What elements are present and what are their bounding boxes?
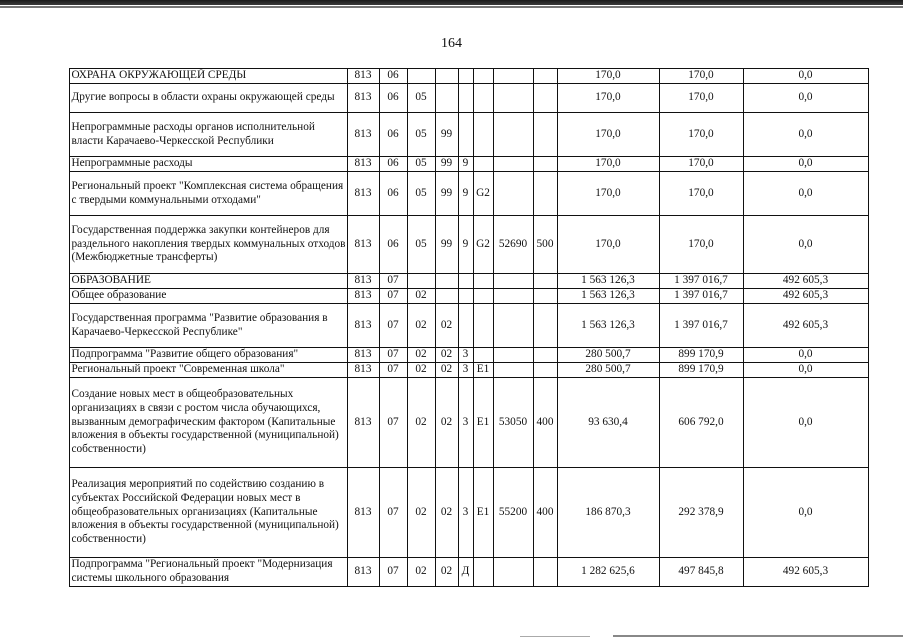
amount-year-2: 170,0	[659, 69, 743, 84]
amount-year-2: 899 170,9	[659, 348, 743, 363]
subprogram-code: Д	[458, 558, 473, 587]
expense-type-code	[533, 274, 557, 289]
section-code: 06	[379, 216, 407, 274]
row-blank-margin	[45, 468, 69, 558]
project-code	[473, 113, 493, 157]
amount-year-1: 280 500,7	[557, 363, 659, 378]
ministry-code: 813	[347, 378, 379, 468]
program-code: 02	[435, 304, 458, 348]
ministry-code: 813	[347, 274, 379, 289]
amount-year-2: 170,0	[659, 113, 743, 157]
amount-year-3: 0,0	[743, 216, 868, 274]
program-code	[435, 69, 458, 84]
subsection-code: 05	[407, 216, 435, 274]
direction-code: 55200	[493, 468, 533, 558]
table-row	[45, 289, 868, 304]
direction-code	[493, 558, 533, 587]
row-blank-margin	[45, 363, 69, 378]
subprogram-code: 3	[458, 363, 473, 378]
expense-type-code	[533, 558, 557, 587]
row-blank-margin	[45, 157, 69, 172]
expense-type-code	[533, 304, 557, 348]
program-code: 02	[435, 558, 458, 587]
section-code: 07	[379, 304, 407, 348]
subsection-code: 02	[407, 558, 435, 587]
amount-year-1: 170,0	[557, 84, 659, 113]
section-code: 07	[379, 468, 407, 558]
table-row	[45, 113, 868, 157]
section-code: 06	[379, 113, 407, 157]
row-name: Государственная поддержка закупки контейнеров для раздельного накопления твердых коммунальных отходов (Межбюджетные трансферты)	[69, 216, 347, 274]
amount-year-1: 170,0	[557, 157, 659, 172]
amount-year-1: 280 500,7	[557, 348, 659, 363]
section-code: 07	[379, 348, 407, 363]
row-blank-margin	[45, 172, 69, 216]
program-code: 99	[435, 113, 458, 157]
row-name: ОБРАЗОВАНИЕ	[69, 274, 347, 289]
section-code: 07	[379, 274, 407, 289]
row-name: Подпрограмма "Развитие общего образования"	[69, 348, 347, 363]
subsection-code: 05	[407, 113, 435, 157]
top-border-rule	[0, 0, 903, 5]
subsection-code: 02	[407, 468, 435, 558]
table-row	[45, 274, 868, 289]
subprogram-code	[458, 289, 473, 304]
amount-year-3: 0,0	[743, 468, 868, 558]
program-code: 99	[435, 216, 458, 274]
amount-year-3: 0,0	[743, 113, 868, 157]
project-code	[473, 348, 493, 363]
table-row	[45, 69, 868, 84]
ministry-code: 813	[347, 157, 379, 172]
amount-year-2: 497 845,8	[659, 558, 743, 587]
amount-year-1: 1 563 126,3	[557, 304, 659, 348]
row-blank-margin	[45, 69, 69, 84]
subsection-code: 05	[407, 157, 435, 172]
subsection-code: 02	[407, 378, 435, 468]
row-name: Непрограммные расходы органов исполнительной власти Карачаево-Черкесской Республики	[69, 113, 347, 157]
direction-code	[493, 69, 533, 84]
section-code: 06	[379, 172, 407, 216]
program-code: 02	[435, 363, 458, 378]
amount-year-2: 606 792,0	[659, 378, 743, 468]
amount-year-3: 0,0	[743, 378, 868, 468]
table-row	[45, 216, 868, 274]
direction-code	[493, 274, 533, 289]
bottom-border-rule	[613, 635, 903, 637]
row-blank-margin	[45, 84, 69, 113]
subprogram-code: 3	[458, 378, 473, 468]
ministry-code: 813	[347, 363, 379, 378]
subprogram-code	[458, 69, 473, 84]
direction-code: 52690	[493, 216, 533, 274]
amount-year-1: 1 563 126,3	[557, 289, 659, 304]
amount-year-1: 170,0	[557, 216, 659, 274]
amount-year-2: 170,0	[659, 157, 743, 172]
project-code	[473, 558, 493, 587]
expense-type-code	[533, 348, 557, 363]
amount-year-3: 0,0	[743, 363, 868, 378]
row-blank-margin	[45, 378, 69, 468]
ministry-code: 813	[347, 172, 379, 216]
project-code	[473, 304, 493, 348]
subprogram-code: 9	[458, 216, 473, 274]
program-code: 02	[435, 348, 458, 363]
table-row	[45, 363, 868, 378]
budget-table-body	[45, 69, 868, 587]
row-blank-margin	[45, 274, 69, 289]
expense-type-code	[533, 157, 557, 172]
project-code	[473, 84, 493, 113]
amount-year-3: 0,0	[743, 84, 868, 113]
amount-year-1: 170,0	[557, 113, 659, 157]
expense-type-code	[533, 363, 557, 378]
project-code: G2	[473, 172, 493, 216]
amount-year-1: 186 870,3	[557, 468, 659, 558]
project-code	[473, 274, 493, 289]
subsection-code: 05	[407, 84, 435, 113]
ministry-code: 813	[347, 216, 379, 274]
direction-code: 53050	[493, 378, 533, 468]
row-name: Подпрограмма "Региональный проект "Модернизация системы школьного образования	[69, 558, 347, 587]
amount-year-2: 170,0	[659, 84, 743, 113]
ministry-code: 813	[347, 289, 379, 304]
amount-year-2: 899 170,9	[659, 363, 743, 378]
direction-code	[493, 157, 533, 172]
table-row	[45, 348, 868, 363]
program-code	[435, 84, 458, 113]
row-blank-margin	[45, 216, 69, 274]
section-code: 07	[379, 363, 407, 378]
direction-code	[493, 363, 533, 378]
amount-year-2: 1 397 016,7	[659, 304, 743, 348]
amount-year-3: 0,0	[743, 172, 868, 216]
row-blank-margin	[45, 558, 69, 587]
table-row	[45, 378, 868, 468]
direction-code	[493, 172, 533, 216]
row-name: Непрограммные расходы	[69, 157, 347, 172]
amount-year-3: 0,0	[743, 348, 868, 363]
subprogram-code: 3	[458, 348, 473, 363]
subprogram-code	[458, 304, 473, 348]
row-name: Государственная программа "Развитие образования в Карачаево-Черкесской Республике"	[69, 304, 347, 348]
expense-type-code	[533, 69, 557, 84]
amount-year-3: 0,0	[743, 69, 868, 84]
section-code: 07	[379, 558, 407, 587]
subsection-code: 02	[407, 363, 435, 378]
row-name: Общее образование	[69, 289, 347, 304]
row-name: Региональный проект "Комплексная система обращения с твердыми коммунальными отходами"	[69, 172, 347, 216]
subsection-code	[407, 274, 435, 289]
expense-type-code	[533, 113, 557, 157]
top-border-rule-secondary	[0, 6, 903, 8]
ministry-code: 813	[347, 84, 379, 113]
row-name: Другие вопросы в области охраны окружающей среды	[69, 84, 347, 113]
subprogram-code: 3	[458, 468, 473, 558]
section-code: 07	[379, 378, 407, 468]
program-code: 99	[435, 172, 458, 216]
section-code: 06	[379, 84, 407, 113]
bottom-border-rule-secondary	[520, 636, 590, 637]
expense-type-code	[533, 84, 557, 113]
section-code: 07	[379, 289, 407, 304]
expense-type-code: 400	[533, 468, 557, 558]
subsection-code: 02	[407, 289, 435, 304]
ministry-code: 813	[347, 113, 379, 157]
subprogram-code: 9	[458, 157, 473, 172]
amount-year-1: 1 282 625,6	[557, 558, 659, 587]
subprogram-code	[458, 84, 473, 113]
row-name: ОХРАНА ОКРУЖАЮЩЕЙ СРЕДЫ	[69, 69, 347, 84]
expense-type-code	[533, 289, 557, 304]
table-row	[45, 304, 868, 348]
subprogram-code: 9	[458, 172, 473, 216]
expense-type-code	[533, 172, 557, 216]
amount-year-2: 292 378,9	[659, 468, 743, 558]
section-code: 06	[379, 157, 407, 172]
amount-year-2: 170,0	[659, 216, 743, 274]
amount-year-1: 1 563 126,3	[557, 274, 659, 289]
program-code	[435, 274, 458, 289]
row-name: Региональный проект "Современная школа"	[69, 363, 347, 378]
table-row	[45, 84, 868, 113]
table-row	[45, 172, 868, 216]
direction-code	[493, 289, 533, 304]
amount-year-1: 93 630,4	[557, 378, 659, 468]
subsection-code: 05	[407, 172, 435, 216]
program-code: 02	[435, 378, 458, 468]
amount-year-1: 170,0	[557, 172, 659, 216]
program-code: 02	[435, 468, 458, 558]
subsection-code	[407, 69, 435, 84]
direction-code	[493, 113, 533, 157]
budget-table	[45, 68, 869, 587]
row-blank-margin	[45, 304, 69, 348]
page-number: 164	[441, 36, 462, 51]
row-blank-margin	[45, 348, 69, 363]
row-name: Реализация мероприятий по содействию созданию в субъектах Российской Федерации новых мест в общеобразовательных организациях (Капитальные вложения в объекты государственной (муниципальной) собственности)	[69, 468, 347, 558]
table-row	[45, 558, 868, 587]
amount-year-3: 492 605,3	[743, 289, 868, 304]
ministry-code: 813	[347, 558, 379, 587]
subprogram-code	[458, 274, 473, 289]
amount-year-2: 1 397 016,7	[659, 274, 743, 289]
direction-code	[493, 304, 533, 348]
amount-year-3: 492 605,3	[743, 558, 868, 587]
expense-type-code: 400	[533, 378, 557, 468]
project-code: E1	[473, 378, 493, 468]
subsection-code: 02	[407, 304, 435, 348]
row-blank-margin	[45, 289, 69, 304]
project-code	[473, 69, 493, 84]
row-blank-margin	[45, 113, 69, 157]
row-name: Создание новых мест в общеобразовательных организациях в связи с ростом числа обучающихся, вызванным демографическим фактором (Капитальные вложения в объекты государственной (муниципальной) собственности)	[69, 378, 347, 468]
amount-year-3: 0,0	[743, 157, 868, 172]
project-code	[473, 289, 493, 304]
ministry-code: 813	[347, 69, 379, 84]
subprogram-code	[458, 113, 473, 157]
table-row	[45, 157, 868, 172]
ministry-code: 813	[347, 304, 379, 348]
program-code: 99	[435, 157, 458, 172]
subsection-code: 02	[407, 348, 435, 363]
table-row	[45, 468, 868, 558]
ministry-code: 813	[347, 348, 379, 363]
expense-type-code: 500	[533, 216, 557, 274]
section-code: 06	[379, 69, 407, 84]
amount-year-3: 492 605,3	[743, 304, 868, 348]
direction-code	[493, 348, 533, 363]
amount-year-3: 492 605,3	[743, 274, 868, 289]
project-code	[473, 157, 493, 172]
amount-year-2: 1 397 016,7	[659, 289, 743, 304]
project-code: E1	[473, 468, 493, 558]
project-code: E1	[473, 363, 493, 378]
ministry-code: 813	[347, 468, 379, 558]
amount-year-1: 170,0	[557, 69, 659, 84]
project-code: G2	[473, 216, 493, 274]
amount-year-2: 170,0	[659, 172, 743, 216]
direction-code	[493, 84, 533, 113]
program-code	[435, 289, 458, 304]
